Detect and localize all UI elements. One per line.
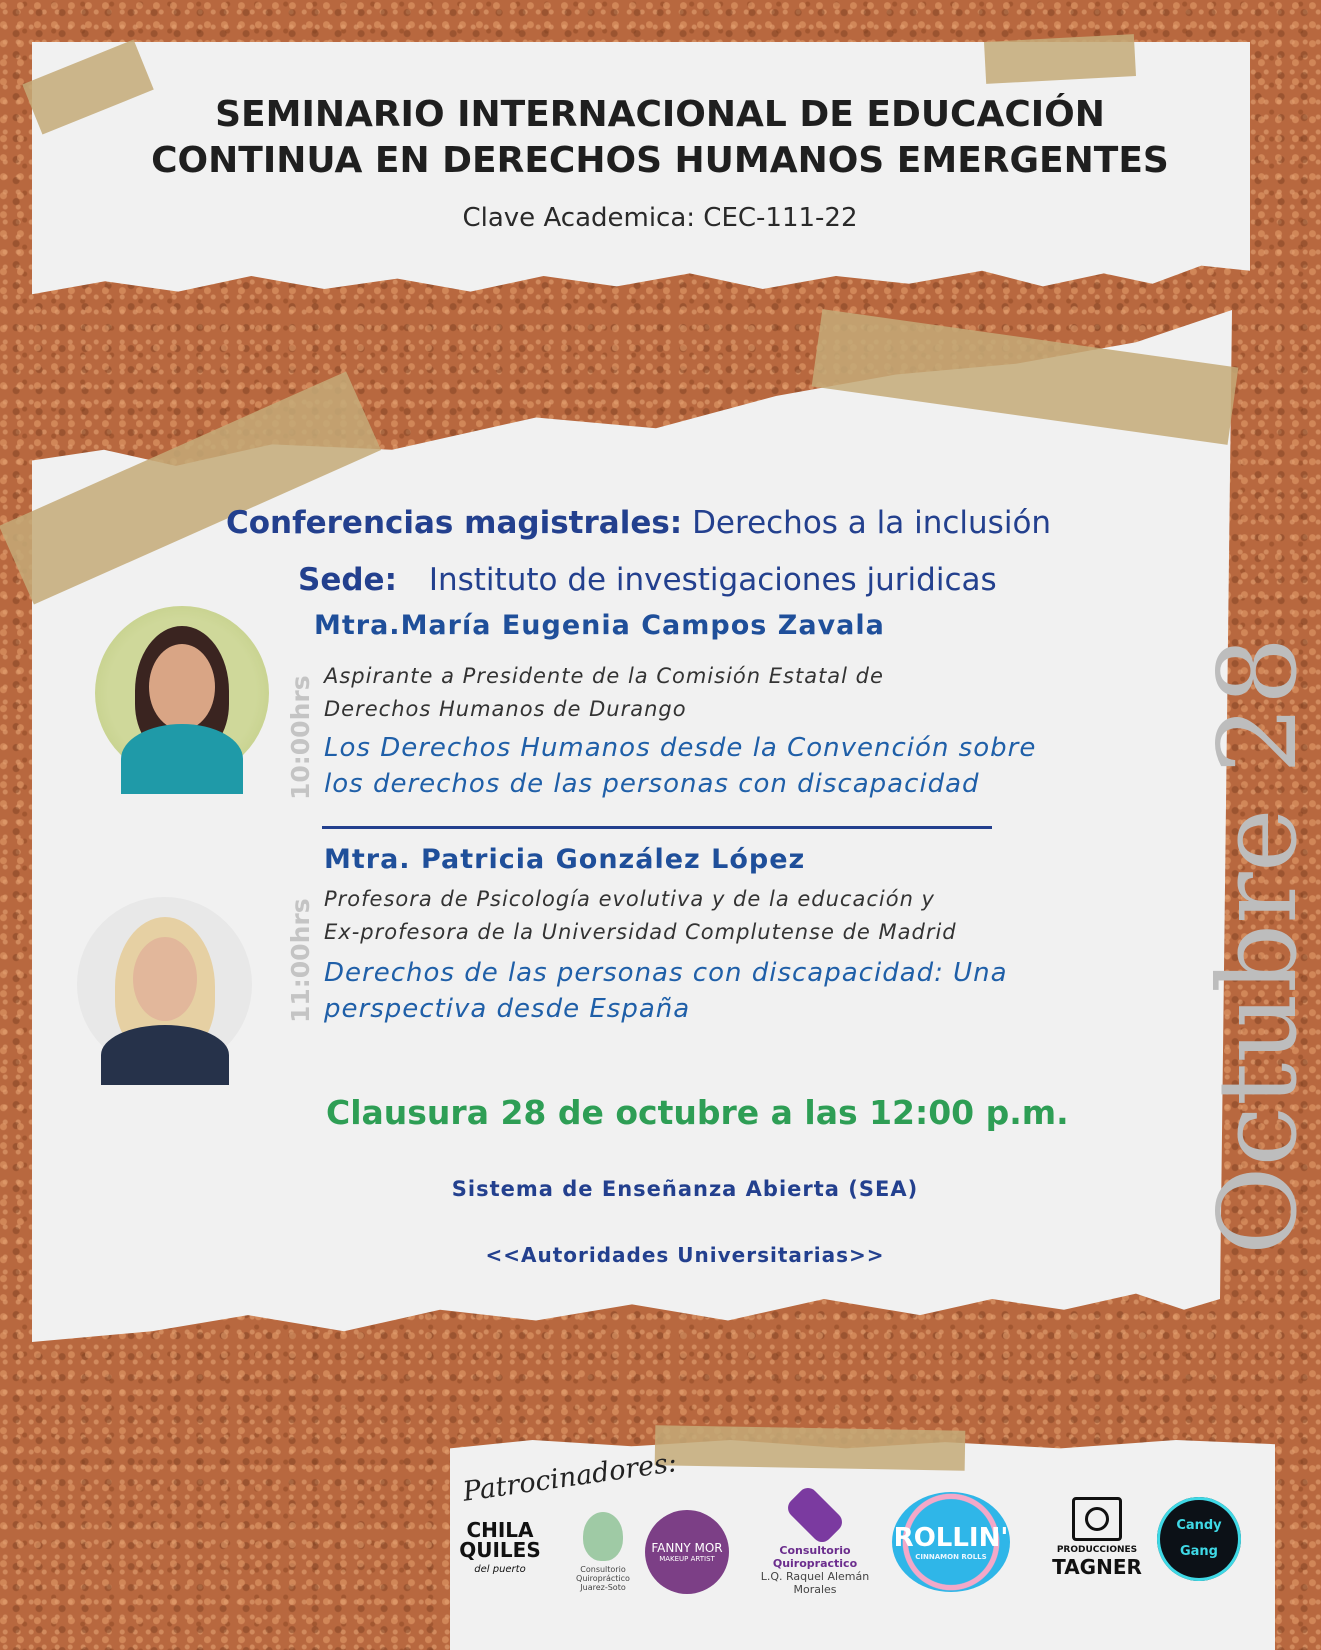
- academic-key: Clave Academica: CEC-111-22: [462, 203, 858, 233]
- tape-bottom: [655, 1425, 966, 1470]
- speaker-1-role-line-2: Derechos Humanos de Durango: [324, 697, 687, 721]
- speaker-2-body: [101, 1025, 229, 1085]
- tagner-line-1: PRODUCCIONES: [1056, 1545, 1138, 1555]
- speaker-2-photo: [77, 897, 252, 1072]
- speaker-1-role-line-1: Aspirante a Presidente de la Comisión Estatal de: [324, 664, 884, 688]
- rollin-line-2: CINNAMON ROLLS: [915, 1553, 987, 1561]
- rollin-logo: [892, 1492, 1010, 1592]
- speaker-1-topic-line-1: Los Derechos Humanos desde la Convención sobre: [324, 733, 1037, 763]
- spine-icon: [583, 1512, 623, 1561]
- chila-sub: del puerto: [474, 1564, 526, 1575]
- speaker-2-role-line-1: Profesora de Psicología evolutiva y de la educación y: [324, 887, 935, 911]
- speaker-1-role: [324, 660, 884, 726]
- speaker-2-role-line-2: Ex-profesora de la Universidad Complutense de Madrid: [324, 920, 957, 944]
- conferences-line: [226, 505, 1226, 541]
- speaker-1-name: Mtra.María Eugenia Campos Zavala: [314, 610, 885, 641]
- speaker-1-face: [149, 644, 215, 730]
- quiro-line-2: L.Q. Raquel Alemán Morales: [760, 1570, 870, 1596]
- quiro-line-1: Consultorio Quiropractico: [772, 1544, 858, 1570]
- speaker-1-topic: [324, 730, 1036, 802]
- candy-line-2: Gang: [1179, 1544, 1218, 1559]
- chilaquiles-logo: [455, 1515, 545, 1585]
- speaker-1-body: [121, 724, 243, 794]
- venue-value: Instituto de investigaciones juridicas: [428, 562, 997, 598]
- speaker-divider: [322, 826, 992, 829]
- quiropractico-logo: [740, 1498, 890, 1596]
- conferences-label: Conferencias magistrales:: [226, 505, 683, 541]
- fanny-line-1: FANNY MOR: [651, 1541, 723, 1555]
- venue-label: Sede:: [298, 562, 397, 598]
- page-title: [130, 92, 1190, 184]
- speaker-2-topic-line-1: Derechos de las personas con discapacidad: Una: [324, 958, 1008, 988]
- chila-line-2: QUILES: [459, 1538, 541, 1562]
- candy-gang-logo: [1157, 1497, 1241, 1581]
- event-date-vertical: Octubre 28: [1196, 636, 1321, 1255]
- speaker-2-face: [133, 937, 197, 1021]
- camera-icon: [1072, 1497, 1122, 1541]
- spine-clinic-logo: [553, 1512, 653, 1592]
- spine-line-2: Juarez-Soto: [580, 1583, 626, 1592]
- speaker-1-time: 10:00hrs: [286, 675, 315, 800]
- chila-line-1: CHILA: [466, 1518, 534, 1542]
- candy-line-1: Candy: [1176, 1518, 1222, 1533]
- speaker-2-time: 11:00hrs: [286, 898, 315, 1023]
- speaker-2-topic: [324, 955, 1008, 1027]
- speaker-2-topic-line-2: perspectiva desde España: [324, 994, 691, 1024]
- fanny-mor-logo: [645, 1510, 729, 1594]
- speaker-2-role: [324, 883, 957, 949]
- tagner-logo: [1052, 1488, 1142, 1588]
- speaker-2-name: Mtra. Patricia González López: [324, 844, 806, 875]
- sea-label: Sistema de Enseñanza Abierta (SEA): [451, 1177, 919, 1201]
- rollin-line-1: ROLLIN': [893, 1523, 1009, 1553]
- speaker-1-topic-line-2: los derechos de las personas con discapacidad: [324, 769, 980, 799]
- conferences-value: Derechos a la inclusión: [692, 505, 1052, 541]
- spine-line-1: Consultorio Quiropráctico: [576, 1565, 630, 1583]
- fanny-line-2: MAKEUP ARTIST: [659, 1555, 715, 1563]
- venue-line: [298, 562, 1248, 598]
- tagner-line-2: TAGNER: [1052, 1555, 1142, 1579]
- speaker-1-photo: [95, 606, 269, 780]
- closing-ceremony: Clausura 28 de octubre a las 12:00 p.m.: [326, 1093, 1069, 1132]
- sponsors-label: Patrocinadores:: [460, 1447, 679, 1508]
- tape-top-right: [984, 34, 1136, 84]
- title-line-2: CONTINUA EN DERECHOS HUMANOS EMERGENTES: [151, 140, 1169, 181]
- title-line-1: SEMINARIO INTERNACIONAL DE EDUCACIÓN: [215, 94, 1105, 135]
- authorities-label: <<Autoridades Universitarias>>: [485, 1243, 885, 1267]
